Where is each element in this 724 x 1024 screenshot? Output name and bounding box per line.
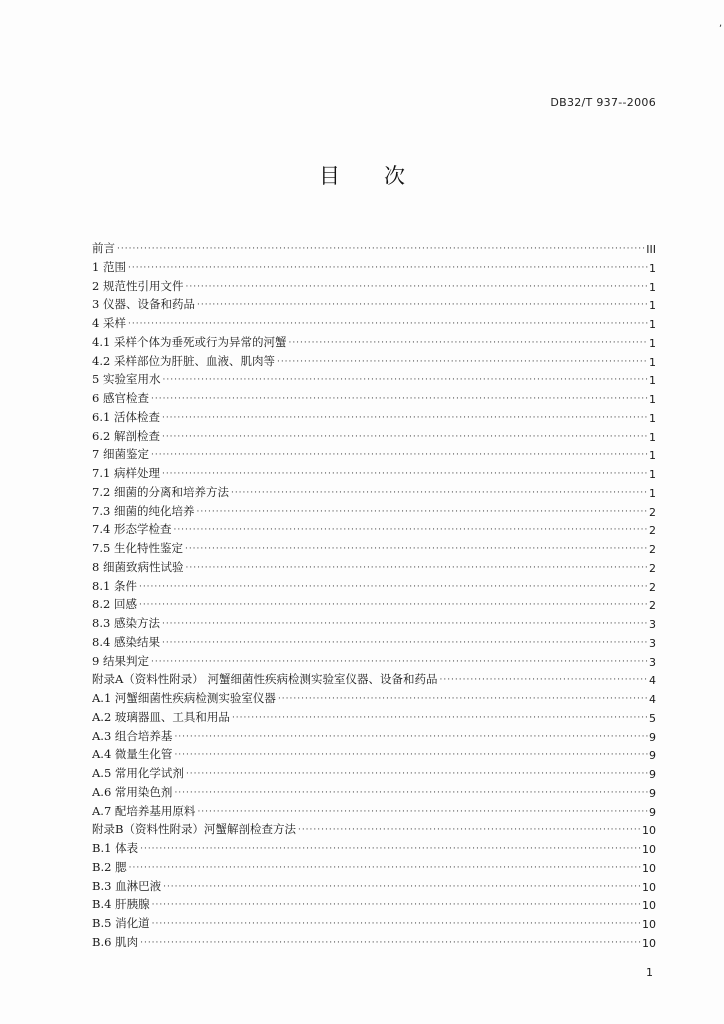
- toc-entry-label: 5 实验室用水: [92, 372, 161, 387]
- toc-entry[interactable]: [92, 519, 656, 538]
- dot-leader: [162, 375, 648, 387]
- toc-entry-page: 2: [649, 599, 656, 613]
- toc-entry[interactable]: [92, 537, 656, 556]
- dot-leader: [298, 825, 641, 837]
- toc-entry-page: 10: [642, 899, 656, 913]
- toc-entry-label: 2 规范性引用文件: [92, 278, 184, 293]
- dot-leader: [162, 619, 648, 631]
- toc-entry-page: 1: [649, 280, 656, 294]
- toc-entry[interactable]: [92, 706, 656, 725]
- toc-entry-page: 10: [642, 861, 656, 875]
- dot-leader: [152, 919, 641, 931]
- edge-mark: ‚: [718, 18, 722, 29]
- toc-entry-page: 3: [649, 636, 656, 650]
- toc-entry-label: 1 范围: [92, 259, 126, 274]
- toc-entry-label: B.6 肌肉: [92, 934, 139, 949]
- toc-entry-page: 1: [649, 393, 656, 406]
- toc-entry-page: 2: [649, 580, 656, 594]
- dot-leader: [186, 769, 648, 781]
- dot-leader: [197, 300, 648, 312]
- toc-entry-label: A.3 组合培养基: [92, 728, 173, 743]
- dot-leader: [151, 394, 648, 406]
- toc-entry-label: A.1 河蟹细菌性疾病检测实验室仪器: [92, 691, 276, 705]
- toc-entry[interactable]: [92, 444, 656, 463]
- toc-entry-page: 3: [649, 618, 656, 631]
- page-title: 目次: [319, 164, 449, 188]
- toc-entry-label: 7 细菌鉴定: [92, 447, 149, 462]
- toc-entry-label: 附录B（资料性附录）河蟹解剖检查方法: [92, 822, 296, 837]
- toc-entry[interactable]: [92, 331, 656, 350]
- toc-entry[interactable]: [92, 294, 656, 313]
- dot-leader: [140, 938, 641, 950]
- dot-leader: [174, 788, 648, 800]
- toc-entry-label: B.5 消化道: [92, 916, 150, 930]
- toc-entry[interactable]: [92, 350, 656, 369]
- toc-entry[interactable]: [92, 631, 656, 650]
- dot-leader: [173, 525, 648, 537]
- toc-entry[interactable]: [92, 837, 656, 856]
- toc-entry-label: 8 细菌致病性试验: [92, 559, 184, 574]
- toc-entry[interactable]: [92, 856, 656, 875]
- toc-entry[interactable]: [92, 687, 656, 706]
- dot-leader: [185, 282, 648, 294]
- toc-entry-label: 7.5 生化特性鉴定: [92, 541, 183, 555]
- toc-entry[interactable]: [92, 819, 656, 838]
- toc-entry-label: A.6 常用染色剂: [92, 784, 173, 799]
- toc-entry-label: B.1 体表: [92, 841, 139, 855]
- toc-entry[interactable]: [92, 275, 656, 294]
- dot-leader: [197, 807, 648, 819]
- toc-entry-page: 10: [642, 918, 656, 931]
- toc-entry[interactable]: [92, 612, 656, 631]
- toc-entry-page: 1: [649, 374, 656, 388]
- toc-entry-page: 10: [642, 824, 656, 838]
- toc-entry-page: 2: [649, 524, 656, 538]
- dot-leader: [151, 657, 648, 669]
- toc-entry-page: III: [646, 243, 656, 256]
- toc-entry-page: 3: [649, 655, 656, 669]
- toc-entry-label: 6 感官检查: [92, 391, 149, 405]
- dot-leader: [163, 882, 641, 894]
- toc-entry[interactable]: [92, 387, 656, 406]
- toc-entry-label: 8.4 感染结果: [92, 634, 160, 649]
- toc-entry-page: 10: [642, 936, 656, 950]
- toc-entry-page: 1: [649, 411, 656, 425]
- toc-entry[interactable]: [92, 481, 656, 500]
- dot-leader: [278, 694, 648, 706]
- toc-entry[interactable]: [92, 931, 656, 950]
- document-code: DB32/T 937--2006: [550, 96, 656, 109]
- dot-leader: [232, 713, 648, 725]
- toc-entry-page: 1: [649, 468, 656, 481]
- toc-entry[interactable]: [92, 594, 656, 613]
- toc-entry-label: B.3 血淋巴液: [92, 878, 162, 893]
- toc-entry[interactable]: [92, 256, 656, 275]
- toc-entry-page: 1: [649, 299, 656, 313]
- toc-entry[interactable]: [92, 725, 656, 744]
- dot-leader: [185, 544, 648, 556]
- dot-leader: [140, 844, 641, 856]
- toc-entry-label: 4.2 采样部位为肝脏、血液、肌肉等: [92, 353, 275, 368]
- toc-entry-label: 8.1 条件: [92, 578, 137, 593]
- toc-entry[interactable]: [92, 556, 656, 575]
- toc-entry-label: 9 结果判定: [92, 653, 149, 668]
- toc-entry-label: 7.1 病样处理: [92, 466, 160, 480]
- toc-entry-label: 6.1 活体检查: [92, 409, 160, 424]
- toc-entry-label: 8.3 感染方法: [92, 616, 160, 630]
- toc-entry-label: 7.2 细菌的分离和培养方法: [92, 484, 229, 499]
- dot-leader: [288, 338, 648, 350]
- toc-entry-label: 附录A（资料性附录） 河蟹细菌性疾病检测实验室仪器、设备和药品: [92, 672, 438, 687]
- toc-entry-label: 4 采样: [92, 316, 126, 330]
- page-number: 1: [646, 966, 653, 979]
- dot-leader: [117, 244, 645, 256]
- toc-entry-page: 1: [649, 336, 656, 350]
- toc-entry-label: 7.4 形态学检查: [92, 522, 172, 537]
- dot-leader: [162, 638, 648, 650]
- toc-entry-label: 4.1 采样个体为垂死或行为异常的河蟹: [92, 334, 287, 349]
- toc-entry-page: 5: [649, 711, 656, 725]
- dot-leader: [128, 263, 648, 275]
- toc-entry[interactable]: [92, 312, 656, 331]
- toc-entry-label: 7.3 细菌的纯化培养: [92, 503, 195, 518]
- toc-entry-page: 2: [649, 561, 656, 575]
- dot-leader: [162, 469, 648, 481]
- dot-leader: [151, 450, 648, 462]
- toc-entry-page: 10: [642, 880, 656, 894]
- toc-entry[interactable]: [92, 800, 656, 819]
- toc-entry-page: 2: [649, 505, 656, 519]
- toc-entry[interactable]: [92, 236, 656, 256]
- toc-entry-label: A.7 配培养基用原料: [92, 803, 196, 818]
- dot-leader: [152, 900, 641, 912]
- toc-entry-page: 9: [649, 730, 656, 744]
- toc-entry[interactable]: [92, 406, 656, 425]
- toc-entry[interactable]: [92, 575, 656, 594]
- toc-entry[interactable]: [92, 669, 656, 688]
- toc-entry-page: 1: [649, 486, 656, 500]
- dot-leader: [139, 582, 648, 594]
- toc-entry[interactable]: [92, 781, 656, 800]
- toc-entry-page: 9: [649, 786, 656, 800]
- toc-entry[interactable]: [92, 762, 656, 781]
- dot-leader: [162, 432, 648, 444]
- toc-entry[interactable]: [92, 425, 656, 444]
- toc-entry[interactable]: [92, 650, 656, 669]
- toc-entry[interactable]: [92, 500, 656, 519]
- toc-entry[interactable]: [92, 875, 656, 894]
- toc-entry-label: B.2 腮: [92, 859, 127, 874]
- toc-entry-page: 1: [649, 261, 656, 275]
- toc-entry-page: 1: [649, 355, 656, 369]
- dot-leader: [174, 750, 648, 762]
- toc-entry-label: A.4 微量生化管: [92, 747, 173, 762]
- dot-leader: [231, 488, 648, 500]
- dot-leader: [277, 357, 648, 369]
- toc-entry[interactable]: [92, 369, 656, 388]
- dot-leader: [174, 732, 648, 744]
- toc-entry-label: A.2 玻璃器皿、工具和用品: [92, 709, 230, 724]
- toc-entry-label: 3 仪器、设备和药品: [92, 297, 195, 312]
- toc-entry-page: 1: [649, 449, 656, 463]
- toc-entry-label: B.4 肝胰腺: [92, 897, 150, 912]
- toc-entry[interactable]: [92, 912, 656, 931]
- toc-entry-page: 9: [649, 749, 656, 763]
- dot-leader: [128, 319, 648, 331]
- toc-entry[interactable]: [92, 744, 656, 763]
- toc-entry-label: A.5 常用化学试剂: [92, 766, 184, 780]
- toc-entry-page: 9: [649, 768, 656, 781]
- toc-entry[interactable]: [92, 462, 656, 481]
- dot-leader: [129, 863, 641, 875]
- dot-leader: [439, 675, 648, 687]
- toc-entry-page: 1: [649, 430, 656, 444]
- toc-entry-page: 10: [642, 843, 656, 856]
- toc-entry-page: 2: [649, 543, 656, 556]
- toc-entry-label: 前言: [92, 241, 115, 255]
- toc-entry-label: 8.2 回感: [92, 597, 137, 612]
- dot-leader: [185, 563, 648, 575]
- table-of-contents: [92, 236, 656, 950]
- toc-entry[interactable]: [92, 894, 656, 913]
- toc-entry-page: 4: [649, 674, 656, 688]
- toc-entry-page: 9: [649, 805, 656, 819]
- toc-entry-page: 1: [649, 318, 656, 331]
- dot-leader: [139, 600, 648, 612]
- toc-entry-label: 6.2 解剖检查: [92, 428, 160, 443]
- toc-entry-page: 4: [649, 693, 656, 706]
- dot-leader: [196, 507, 648, 519]
- dot-leader: [162, 413, 648, 425]
